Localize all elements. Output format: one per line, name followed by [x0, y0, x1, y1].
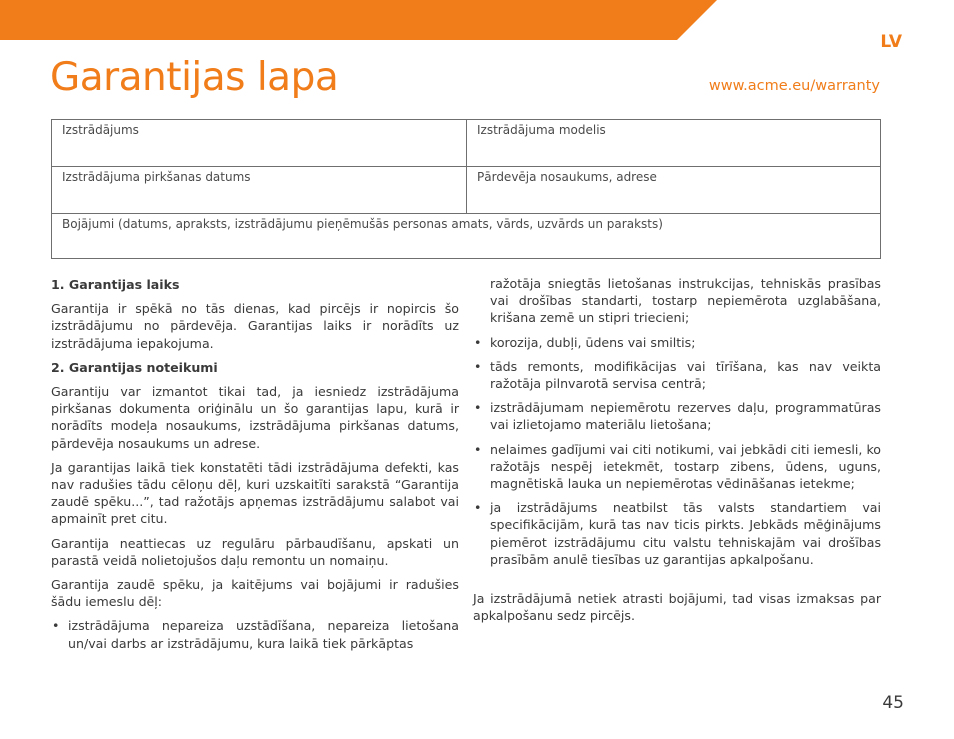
exclusions-list: [51, 617, 459, 651]
list-item: [51, 617, 459, 651]
page-number: 45: [882, 693, 904, 713]
language-code: LV: [880, 32, 902, 52]
list-item-text: ražotāja sniegtās lietošanas instrukcijas, tehniskās prasības vai drošības standarti, tostarp nepiemērota uzglabāšana, krišana zemē un stipri triecieni;: [490, 276, 881, 326]
form-cell-product[interactable]: Izstrādājums: [52, 120, 467, 167]
bullet-glyph: •: [52, 618, 60, 634]
list-item: [473, 275, 881, 327]
left-column: [51, 276, 459, 659]
list-item-text: ja izstrādājums neatbilst tās valsts standartiem vai specifikācijām, kurā tas nav ticis pirkts. Jebkāds mēģinājums piemērot izstrādājumu citu valstu tehniskajām vai drošības prasībām anulē tiesības uz garantijas apkalpošanu.: [490, 500, 881, 567]
exclusions-list-continued: [473, 275, 881, 568]
list-item: [473, 499, 881, 568]
page-title: Garantijas lapa: [50, 55, 339, 100]
paragraph-terms-1: Garantiju var izmantot tikai tad, ja iesniedz izstrādājuma pirkšanas dokumenta oriģinālu un šo garantijas lapu, kurā ir norādīts modeļa nosaukums, izstrādājuma pirkšanas datums, pārdevēja nosaukums un adrese.: [51, 384, 459, 451]
list-item-text: tāds remonts, modifikācijas vai tīrīšana, kas nav veikta ražotāja pilnvarotā servisa centrā;: [490, 358, 881, 392]
paragraph-terms-2: Ja garantijas laikā tiek konstatēti tādi izstrādājuma defekti, kas nav radušies tādu cēloņu dēļ, kuri uzskaitīti sarakstā “Garantija zaudē spēku...”, tad ražotājs apņemas izstrādājumu salabot vai apmainīt pret citu.: [51, 459, 459, 527]
bullet-glyph: •: [474, 500, 482, 516]
form-cell-seller[interactable]: Pārdevēja nosaukums, adrese: [467, 167, 880, 214]
form-cell-model[interactable]: Izstrādājuma modelis: [467, 120, 880, 167]
bullet-glyph: •: [474, 400, 482, 416]
list-item-text: izstrādājuma nepareiza uzstādīšana, nepareiza lietošana un/vai darbs ar izstrādājumu, kura laikā tiek pārkāptas: [68, 618, 459, 651]
paragraph-closing: Ja izstrādājumā netiek atrasti bojājumi, tad visas izmaksas par apkalpošanu sedz pircējs.: [473, 591, 881, 624]
bullet-glyph: •: [474, 334, 482, 350]
paragraph-warranty-period: Garantija ir spēkā no tās dienas, kad pircējs ir nopircis šo izstrādājumu no pārdevēja. Garantijas laiks ir norādīts uz izstrādājuma iepakojuma.: [51, 301, 459, 351]
form-cell-defects[interactable]: Bojājumi (datums, apraksts, izstrādājumu pieņēmušās personas amats, vārds, uzvārds un paraksts): [62, 217, 663, 231]
form-cell-purchase-date[interactable]: Izstrādājuma pirkšanas datums: [52, 167, 467, 214]
list-item: [473, 358, 881, 392]
list-item-text: izstrādājumam nepiemērotu rezerves daļu, programmatūras vai izlietojamo materiālu lietošana;: [490, 400, 881, 433]
section-heading-warranty-period: 1. Garantijas laiks: [51, 277, 180, 292]
list-item: [473, 334, 881, 351]
warranty-form: [51, 119, 881, 259]
list-item: [473, 441, 881, 493]
header-orange-band: [0, 0, 717, 40]
section-heading-warranty-terms: 2. Garantijas noteikumi: [51, 359, 218, 375]
right-column: [473, 275, 881, 631]
paragraph-terms-4: Garantija zaudē spēku, ja kaitējums vai bojājumi ir radušies šādu iemeslu dēļ:: [51, 577, 459, 610]
list-item-text: nelaimes gadījumi vai citi notikumi, vai jebkādi citi iemesli, ko ražotājs nespēj ietekmēt, tostarp zibens, ūdens, uguns, magnētiskā lauka un nepiemērotas vēdināšanas ietekme;: [490, 441, 881, 492]
list-item: [473, 399, 881, 433]
bullet-glyph: •: [474, 441, 482, 457]
list-item-text: korozija, dubļi, ūdens vai smiltis;: [490, 334, 696, 350]
bullet-glyph: •: [474, 358, 482, 374]
warranty-url: www.acme.eu/warranty: [708, 78, 880, 94]
paragraph-terms-3: Garantija neattiecas uz regulāru pārbaudīšanu, apskati un parastā veidā nolietojušos daļu remontu un nomaiņu.: [51, 535, 459, 568]
